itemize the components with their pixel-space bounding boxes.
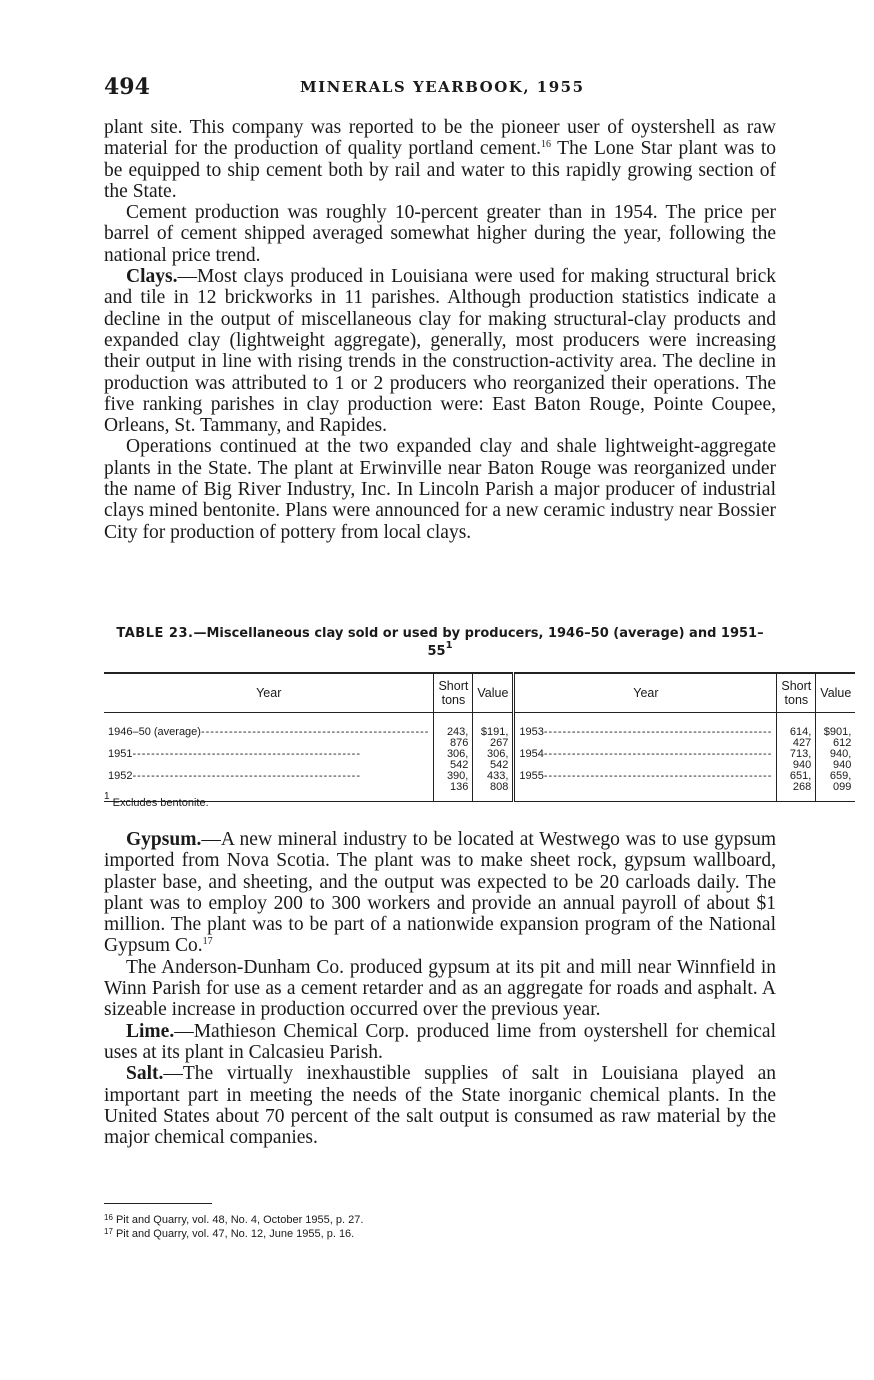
table-title: —Miscellaneous clay sold or used by producers, 1946–50 (average) and 1951–55 (193, 626, 764, 659)
heading-salt: Salt. (126, 1063, 164, 1085)
footnote-ref-16: 16 (541, 139, 552, 151)
footnote-17: $^{17}$ Pit and Quarry, vol. 47, No. 12, June 1955, p. 16. (104, 1227, 355, 1240)
footnote-16: $^{16}$ Pit and Quarry, vol. 48, No. 4, October 1955, p. 27. (104, 1213, 364, 1226)
col-header-value: Value (473, 673, 514, 713)
col-header-year: Year (514, 673, 777, 713)
col-header-short-tons: Short tons (434, 673, 473, 713)
table-footnote-ref: 1 (445, 640, 453, 651)
footnote-divider (104, 1203, 212, 1204)
heading-gypsum: Gypsum. (126, 829, 202, 850)
paragraph-lime: Lime.—Mathieson Chemical Corp. produced lime from oystershell for chemical uses at its plant in Calcasieu Parish. (104, 1020, 776, 1063)
page-header (104, 74, 776, 98)
page-number: 494 (104, 74, 150, 100)
table-footnote: $^1$ Excludes bentonite. (104, 791, 209, 809)
body-text-bottom (104, 829, 776, 1148)
col-header-short-tons: Short tons (777, 673, 816, 713)
body-text-top (104, 117, 776, 543)
paragraph-expanded-clay: Operations continued at the two expanded clay and shale lightweight-aggregate plants in the State. The plant at Erwinville near Baton Rouge was reorganized under the name of Big River Industry, Inc. In Lincoln Parish a major producer of industrial clays mined bentonite. Plans were announced for a new ceramic industry near Bossier City for production of pottery from local clays. (104, 436, 776, 543)
paragraph-gypsum: Gypsum.—A new mineral industry to be located at Westwego was to use gypsum imported from Nova Scotia. The plant was to make sheet rock, gypsum wallboard, plaster base, and sheeting, and the output was expected to be 20 carloads daily. The plant was to employ 200 to 300 workers and provide an annual payroll of about $1 million. The plant was to be part of a nationwide expansion program of the National Gypsum Co.$^{17}$ (104, 829, 776, 957)
col-header-year: Year (104, 673, 434, 713)
footnote-ref-17: 17 (202, 936, 213, 948)
table-caption (104, 625, 776, 661)
table-row: 1946–50 (average) ----- 243, 876 $191, 267 1953 ----- 614, 427 $901, 612 (104, 727, 855, 749)
paragraph-clays: Clays.—Most clays produced in Louisiana were used for making structural brick and tile in 12 brickworks in 11 parishes. Although production statistics indicate a decline in the output of miscellaneous clay for making structural-clay products and expanded clay (lightweight aggregate), generally, most producers were increasing their output in line with rising trends in the construction-activity area. The decline in production was attributed to 1 or 2 producers who reorganized their operations. The five ranking parishes in clay production were: East Baton Rouge, Pointe Coupee, Orleans, St. Tammany, and Rapides. (104, 266, 776, 437)
table-label: TABLE 23. (116, 626, 194, 641)
running-head: MINERALS YEARBOOK, 1955 (300, 78, 585, 96)
col-header-value: Value (816, 673, 856, 713)
heading-clays: Clays. (126, 266, 178, 288)
table-header-row (104, 673, 855, 713)
paragraph-salt: Salt.—The virtually inexhaustible supplies of salt in Louisiana played an important part in meeting the needs of the State inorganic chemical plants. In the United States about 70 percent of the salt output is consumed as raw material by the major chemical companies. (104, 1063, 776, 1149)
paragraph-anderson-dunham: The Anderson-Dunham Co. produced gypsum at its pit and mill near Winnfield in Winn Parish for use as a cement retarder and as an aggregate for roads and asphalt. A sizeable increase in production occurred over the previous year. (104, 956, 776, 1021)
paragraph-cement-plant: plant site. This company was reported to be the pioneer user of oystershell as raw material for the production of quality portland cement.$^{16}$ The Lone Star plant was to be equipped to ship cement both by rail and water to this rapidly growing section of the State. (104, 117, 776, 202)
footnotes (104, 1213, 363, 1241)
heading-lime: Lime. (126, 1020, 175, 1042)
table-row: 1952 ----- 390, 136 433, 808 1955 ----- 651, 268 659, 099 (104, 771, 855, 802)
clay-table (104, 672, 855, 802)
paragraph-cement-production: Cement production was roughly 10-percent greater than in 1954. The price per barrel of cement shipped averaged somewhat higher during the year, following the national price trend. (104, 202, 776, 266)
table-row: 1951 ----- 306, 542 306, 542 1954 ----- 713, 940 940, 940 (104, 749, 855, 771)
